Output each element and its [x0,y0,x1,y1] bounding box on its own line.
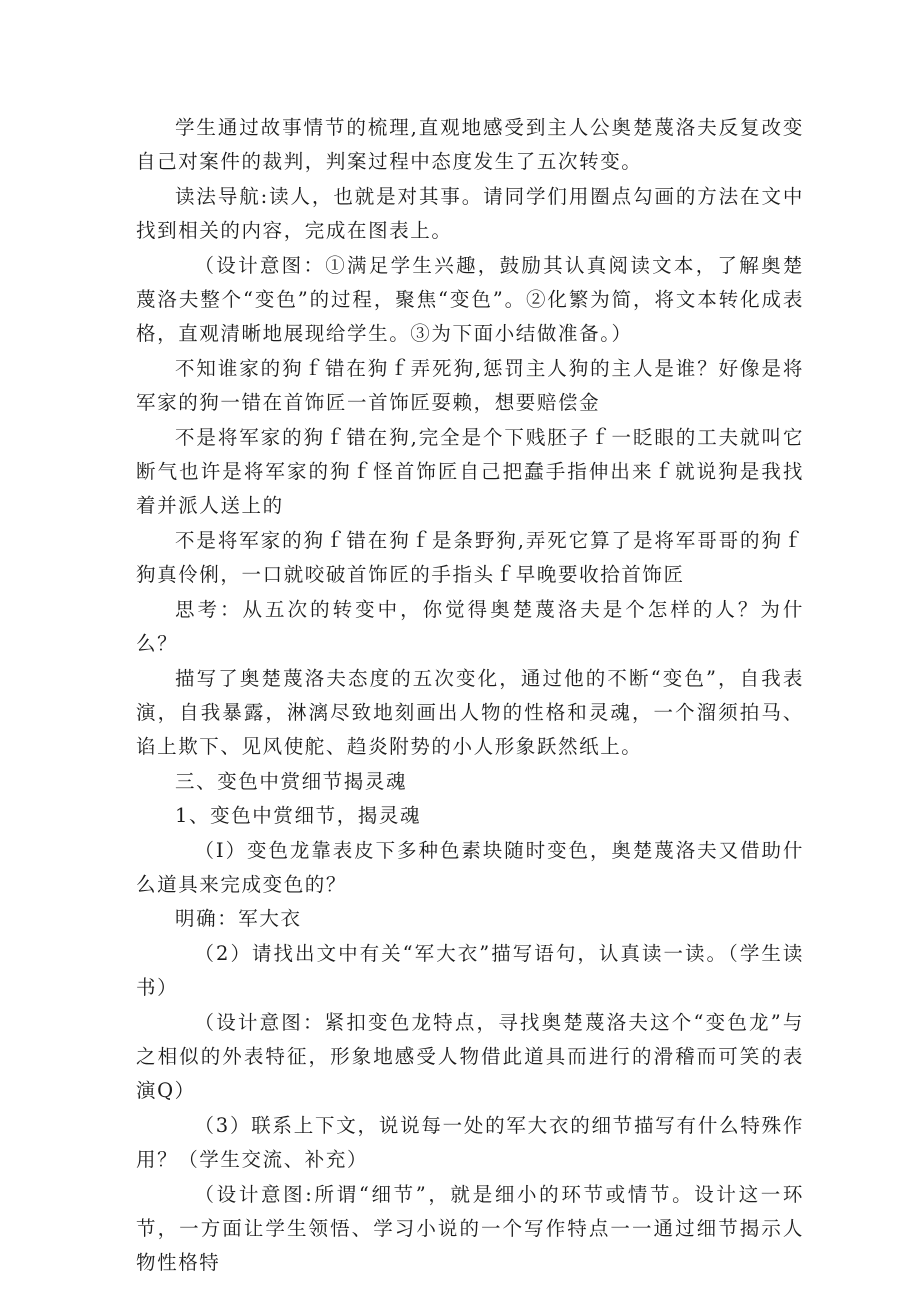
paragraph: （I）变色龙靠表皮下多种色素块随时变色，奥楚蔑洛夫又借助什么道具来完成变色的？ [136,838,804,896]
paragraph: 明确：军大衣 [175,907,302,931]
paragraph: 不知谁家的狗ｆ错在狗ｆ弄死狗,惩罚主人狗的主人是谁？好像是将军家的狗一错在首饰匠一首饰匠耍赖，想要赔偿金 [136,356,804,415]
paragraph: （设计意图:所谓“细节”，就是细小的环节或情节。设计这一环节，一方面让学生领悟、学习小说的一个写作特点一一通过细节揭示人物性格特 [136,1182,804,1275]
paragraph: （3）联系上下文，说说每一处的军大衣的细节描写有什么特殊作用？（学生交流、补充） [136,1113,804,1172]
paragraph: 思考：从五次的转变中，你觉得奥楚蔑洛夫是个怎样的人？为什么？ [136,597,804,656]
paragraph: （设计意图：①满足学生兴趣，鼓励其认真阅读文本，了解奥楚蔑洛夫整个“变色”的过程，聚焦“变色”。②化繁为简，将文本转化成表格，直观清晰地展现给学生。③为下面小结做准备。） [136,253,804,346]
paragraph: （设计意图：紧扣变色龙特点，寻找奥楚蔑洛夫这个“变色龙”与之相似的外表特征，形象地感受人物借此道具而进行的滑稽而可笑的表演Q） [136,1010,804,1103]
paragraph: 学生通过故事情节的梳理,直观地感受到主人公奥楚蔑洛夫反复改变自己对案件的裁判，判案过程中态度发生了五次转变。 [136,116,804,174]
paragraph: 读法导航:读人，也就是对其事。请同学们用圈点勾画的方法在文中找到相关的内容，完成在图表上。 [136,184,804,243]
body-text [136,111,804,1281]
paragraph: （2）请找出文中有关“军大衣”描写语句，认真读一读。（学生读书） [136,941,804,1000]
subsection-heading: 1、变色中赏细节，揭灵魂 [175,804,422,828]
section-heading: 三、变色中赏细节揭灵魂 [175,769,408,793]
paragraph: 描写了奥楚蔑洛夫态度的五次变化，通过他的不断“变色”，自我表演，自我暴露，淋漓尽致地刻画出人物的性格和灵魂，一个溜须拍马、谄上欺下、见风使舵、趋炎附势的小人形象跃然纸上。 [136,666,804,759]
paragraph: 不是将军家的狗ｆ错在狗,完全是个下贱胚子ｆ一眨眼的工夫就叫它断气也许是将军家的狗ｆ怪首饰匠自己把蠢手指伸出来ｆ就说狗是我找着并派人送上的 [136,425,804,518]
paragraph: 不是将军家的狗ｆ错在狗ｆ是条野狗,弄死它算了是将军哥哥的狗ｆ狗真伶俐，一口就咬破首饰匠的手指头ｆ早晚要收拾首饰匠 [136,528,804,587]
